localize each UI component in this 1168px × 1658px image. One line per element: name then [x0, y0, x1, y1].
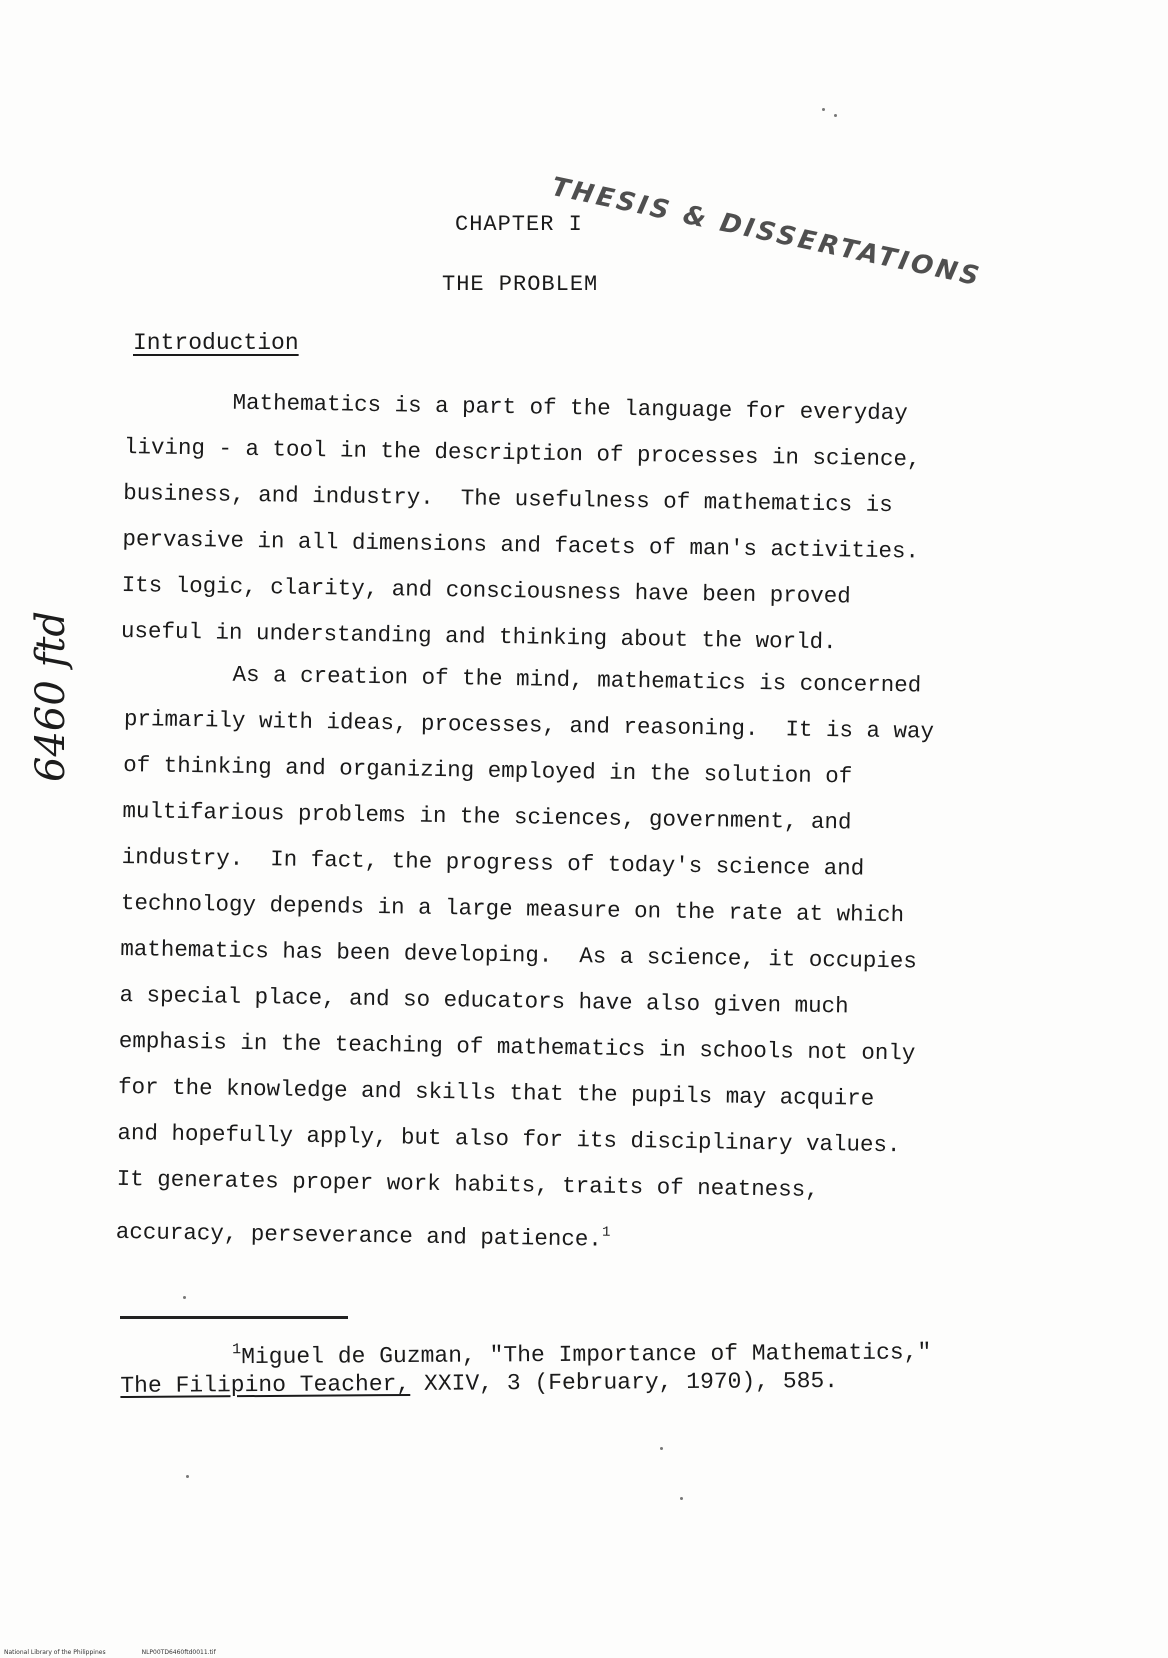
text-line: a special place, and so educators have also given much — [119, 981, 849, 1020]
text-line: business, and industry. The usefulness of mathematics is — [122, 479, 893, 519]
footnote-line-1 — [120, 1331, 1000, 1372]
text-line: technology depends in a large measure on the rate at which — [120, 889, 905, 929]
footnote-reference: 1 — [601, 1224, 611, 1241]
section-heading: Introduction — [133, 330, 299, 356]
text-line: emphasis in the teaching of mathematics in schools not only — [118, 1027, 916, 1067]
footnote-number: 1 — [232, 1341, 242, 1359]
scan-speck — [660, 1447, 663, 1450]
scan-footer-filename: NLP00TD6460ftd0011.tif — [141, 1649, 216, 1656]
scan-speck — [680, 1497, 683, 1500]
text-line: It generates proper work habits, traits of neatness, — [116, 1165, 819, 1203]
footnote-journal-title: The Filipino Teacher, — [120, 1370, 411, 1399]
scan-footer — [4, 1649, 216, 1656]
scan-speck — [834, 114, 837, 117]
text-line: mathematics has been developing. As a science, it occupies — [120, 935, 918, 975]
text-line-content: accuracy, perseverance and patience. — [115, 1218, 603, 1253]
scan-footer-library: National Library of the Philippines — [4, 1649, 106, 1656]
text-line: Its logic, clarity, and consciousness have been proved — [121, 571, 851, 610]
footnote-publication-details: XXIV, 3 (February, 1970), 585. — [410, 1367, 839, 1397]
thesis-dissertations-stamp: THESIS & DISSERTATIONS — [548, 172, 985, 293]
footnote-divider — [120, 1316, 348, 1319]
text-line: primarily with ideas, processes, and reasoning. It is a way — [123, 705, 935, 745]
text-line: Mathematics is a part of the language for everyday — [124, 387, 908, 427]
paragraph-2 — [116, 650, 1005, 1262]
handwritten-call-number: 6460 ftd — [28, 611, 74, 782]
chapter-title: THE PROBLEM — [442, 272, 599, 297]
chapter-label: CHAPTER I — [455, 212, 583, 237]
scan-speck — [822, 108, 825, 111]
text-line: As a creation of the mind, mathematics is concerned — [124, 659, 922, 699]
text-line: living - a tool in the description of processes in science, — [123, 433, 921, 473]
footnote-citation: Miguel de Guzman, "The Importance of Mathematics," — [241, 1339, 932, 1371]
text-line: of thinking and organizing employed in the solution of — [122, 751, 853, 790]
scan-speck — [183, 1296, 186, 1299]
text-line: and hopefully apply, but also for its disciplinary values. — [117, 1119, 901, 1159]
text-line: multifarious problems in the sciences, government, and — [122, 797, 852, 836]
text-line: pervasive in all dimensions and facets of man's activities. — [122, 525, 920, 565]
footnote-line-2 — [120, 1366, 1000, 1400]
footnote — [120, 1331, 1000, 1400]
text-line: useful in understanding and thinking about the world. — [120, 617, 837, 656]
text-line: industry. In fact, the progress of today's science and — [121, 843, 865, 882]
text-line: for the knowledge and skills that the pupils may acquire — [117, 1073, 875, 1112]
scan-speck — [186, 1475, 189, 1478]
paragraph-1 — [121, 378, 1005, 668]
